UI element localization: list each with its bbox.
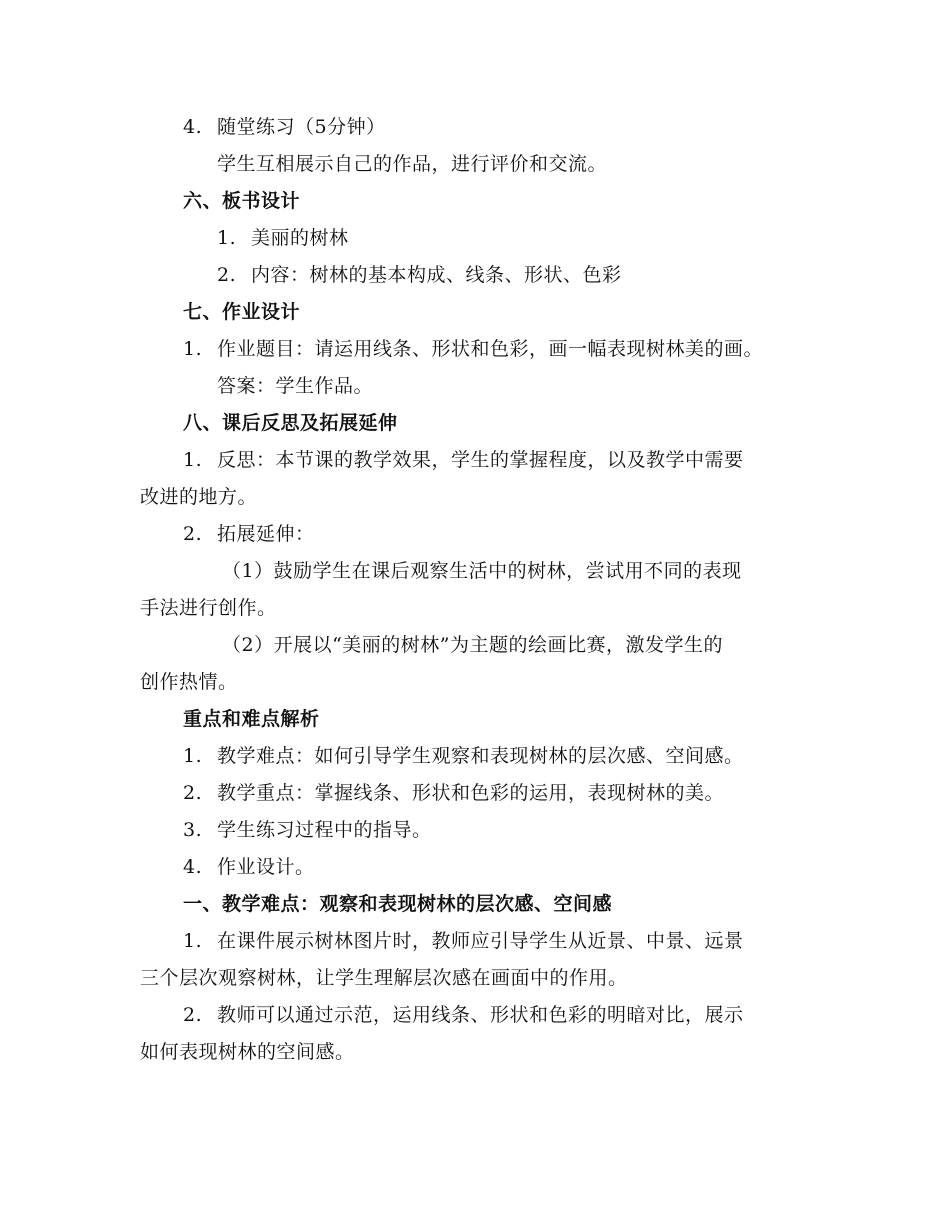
paragraph-line	[217, 152, 607, 176]
heading-text: 六、板书设计	[183, 190, 301, 212]
item-number: 1.	[183, 449, 203, 471]
list-item	[183, 522, 315, 546]
list-item	[183, 115, 386, 139]
paragraph-line	[140, 1040, 355, 1064]
item-text: 手法进行创作。	[140, 597, 277, 619]
list-item	[183, 1003, 744, 1027]
heading-text: 一、教学难点：观察和表现树林的层次感、空间感	[183, 893, 613, 915]
item-text: 随堂练习（5分钟）	[217, 116, 386, 138]
section-heading	[183, 411, 398, 435]
item-text: 改进的地方。	[140, 486, 258, 508]
item-text: 教学难点：如何引导学生观察和表现树林的层次感、空间感。	[217, 745, 744, 767]
section-heading	[183, 892, 612, 916]
item-text: 创作热情。	[140, 671, 238, 693]
section-heading	[183, 300, 300, 324]
item-text: 在课件展示树林图片时，教师应引导学生从近景、中景、远景	[217, 930, 744, 952]
heading-text: 重点和难点解析	[183, 708, 320, 730]
paragraph-line	[222, 633, 723, 657]
list-item	[183, 855, 315, 879]
item-text: 美丽的树林	[251, 227, 349, 249]
item-text: 内容：树林的基本构成、线条、形状、色彩	[251, 264, 622, 286]
item-number: 1.	[217, 227, 237, 249]
item-number: 3.	[183, 819, 203, 841]
item-text: 反思：本节课的教学效果，学生的掌握程度，以及教学中需要	[217, 449, 744, 471]
section-heading	[183, 189, 300, 213]
item-text: 作业设计。	[217, 856, 315, 878]
section-heading	[183, 707, 320, 731]
list-item	[217, 226, 349, 250]
item-text: 答案：学生作品。	[217, 375, 374, 397]
list-item	[183, 744, 744, 768]
item-number: 1.	[183, 338, 203, 360]
item-text: （2）开展以“美丽的树林”为主题的绘画比赛，激发学生的	[222, 634, 724, 656]
item-number: 2.	[183, 1004, 203, 1026]
item-number: 4.	[183, 116, 203, 138]
paragraph-line	[140, 966, 628, 990]
list-item	[183, 818, 432, 842]
item-number: 2.	[217, 264, 237, 286]
list-item	[217, 263, 622, 287]
item-text: 教师可以通过示范，运用线条、形状和色彩的明暗对比，展示	[217, 1004, 744, 1026]
item-number: 2.	[183, 782, 203, 804]
item-text: 如何表现树林的空间感。	[140, 1041, 355, 1063]
paragraph-line	[140, 485, 257, 509]
list-item	[183, 781, 724, 805]
paragraph-line	[140, 670, 238, 694]
item-number: 1.	[183, 745, 203, 767]
item-text: 作业题目：请运用线条、形状和色彩，画一幅表现树林美的画。	[217, 338, 764, 360]
item-text: 学生互相展示自己的作品，进行评价和交流。	[217, 153, 608, 175]
paragraph-line	[140, 596, 277, 620]
item-number: 2.	[183, 523, 203, 545]
item-text: （1）鼓励学生在课后观察生活中的树林，尝试用不同的表现	[222, 560, 742, 582]
heading-text: 八、课后反思及拓展延伸	[183, 412, 398, 434]
paragraph-line	[217, 374, 373, 398]
item-text: 拓展延伸：	[217, 523, 315, 545]
item-number: 1.	[183, 930, 203, 952]
item-number: 4.	[183, 856, 203, 878]
item-text: 教学重点：掌握线条、形状和色彩的运用，表现树林的美。	[217, 782, 725, 804]
list-item	[183, 448, 744, 472]
item-text: 三个层次观察树林，让学生理解层次感在画面中的作用。	[140, 967, 628, 989]
item-text: 学生练习过程中的指导。	[217, 819, 432, 841]
list-item	[183, 929, 744, 953]
list-item	[183, 337, 763, 361]
paragraph-line	[222, 559, 742, 583]
heading-text: 七、作业设计	[183, 301, 301, 323]
